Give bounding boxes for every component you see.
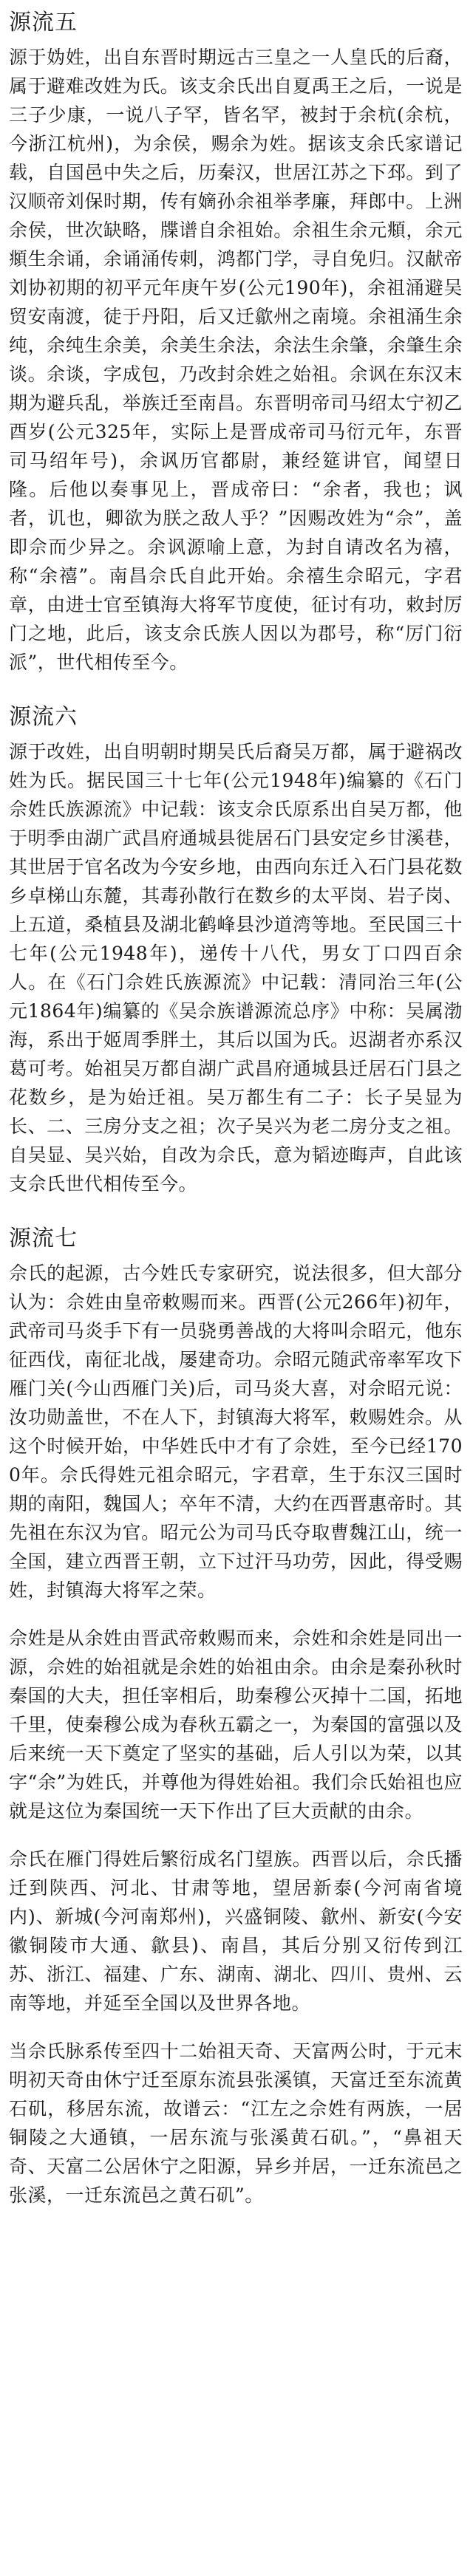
section-paragraph: 佘氏的起源，古今姓氏专家研究，说法很多，但大部分认为：佘姓由皇帝敕赐而来。西晋(公元266年)初年，武帝司马炎手下有一员骁勇善战的大将叫佘昭元，他东征西伐，南征北战，屡建奇功。佘昭元随武帝率军攻下雁门关(今山西雁门关)后，司马炎大喜，对佘昭元说：汝功勋盖世，不在人下，封镇海大将军，敕赐姓佘。从这个时候开始，中华姓氏中才有了佘姓，至今已经1700年。佘氏得姓元祖佘昭元，字君章，生于东汉三国时期的南阳，魏国人；卒年不清，大约在西晋惠帝时。其先祖在东汉为官。昭元公为司马氏夺取曹魏江山，统一全国，建立西晋王朝，立下过汗马功劳，因此，得受赐姓，封镇海大将军之荣。 — [9, 1263, 463, 1601]
section-paragraph: 源于妫姓，出自东晋时期远古三皇之一人皇氏的后裔，属于避难改姓为氏。该支余氏出自夏禹王之后，一说是三子少康，一说八子罕，皆名罕，被封于余杭(余杭，今浙江杭州)，为余侯，赐余为姓。据该支余氏家谱记载，自国邑中失之后，历秦汉，世居江苏之下邳。到了汉顺帝刘保时期，传有嫡孙余祖举孝廉，拜郎中。上洲余侯，世次缺略，牒谱自余祖始。余祖生余元頫，余元頫生余诵，余诵涌传刺，鸿都门学，寻自免归。汉献帝刘协初期的初平元年庚午岁(公元190年)，余祖涌避吴贸安南渡，徒于丹阳，后又迁歙州之南境。余祖涌生余纯，余纯生余美，余美生余法，余法生余肇，余肇生余谈。余谈，字成包，乃改封余姓之始祖。余讽在东汉末期为避兵乱，举族迁至南昌。东晋明帝司马绍太宁初乙酉岁(公元325年，实际上是晋成帝司马衍元年，东晋司马绍年号)，余讽历官都尉，兼经筵讲官，闻望日隆。后他以奏事见上，晋成帝曰：“余者，我也；讽者，讥也，卿欲为朕之敌人乎？”因赐改姓为“佘”，盖即佘而少异之。余讽源喻上意，为封自请改名为禧，称“余禧”。南昌佘氏自此开始。余禧生佘昭元，字君章，由进士官至镇海大将军节度使，征讨有功，敕封厉门之地，此后，该支佘氏族人因以为郡号，称“厉门衍派”，世代相传至今。 — [9, 47, 463, 673]
section-paragraph: 当佘氏脉系传至四十二始祖天奇、天富两公时，于元末明初天奇由休宁迁至原东流县张溪镇，天富迁至东流黄石矶，移居东流，故谱云：“江左之佘姓有两族，一居铜陵之大通镇，一居东流与张溪黄石矶。”，“鼻祖天奇、天富二公居休宁之阳源，异乡并居，一迁东流邑之张溪，一迁东流邑之黄石矶”。 — [9, 2040, 463, 2206]
section-origin-7 — [9, 1225, 463, 2210]
section-spacer — [9, 1198, 463, 1225]
section-paragraph: 佘姓是从余姓由晋武帝敕赐而来，佘姓和余姓是同出一源，佘姓的始祖就是余姓的始祖由余。由余是秦孙秋时秦国的大夫，担任宰相后，助秦穆公灭掉十二国，拓地千里，使秦穆公成为春秋五霸之一，为秦国的富强以及后来统一天下奠定了坚实的基础，后人引以为荣，以其字“余”为姓氏，并尊他为得姓始祖。我们佘氏始祖也应就是这位为秦国统一天下作出了巨大贡献的由余。 — [9, 1627, 463, 1822]
section-origin-6 — [9, 703, 463, 1198]
section-paragraph: 佘氏在雁门得姓后繁衍成名门望族。西晋以后，佘氏播迁到陕西、河北、甘肃等地，望居新泰(今河南省境内)、新城(今河南郑州)，兴盛铜陵、歙州、新安(今安徽铜陵市大通、歙县)、南昌，其后分别又衍传到江苏、浙江、福建、广东、湖南、湖北、四川、贵州、云南等地，并延至全国以及世界各地。 — [9, 1848, 463, 2014]
section-spacer — [9, 677, 463, 703]
paragraph-spacer — [9, 1605, 463, 1624]
section-origin-5 — [9, 9, 463, 677]
section-paragraph: 源于改姓，出自明朝时期吴氏后裔吴万都，属于避祸改姓为氏。据民国三十七年(公元1948年)编纂的《石门佘姓氏族源流》中记载：该支佘氏原系出自吴万都，他于明季由湖广武昌府通城县徙居石门县安定乡甘溪巷，其世居于官名改为今安乡地，由西向东迁入石门县花数乡卓梯山东麓，其毒孙散行在数乡的太平岗、岩子岗、上五道，桑植县及湖北鹤峰县沙道湾等地。至民国三十七年(公元1948年)，递传十八代，男女丁口四百余人。在《石门佘姓氏族源流》中记载：清同治三年(公元1864年)编纂的《吴佘族谱源流总序》中称：吴属渤海，系出于姬周季胖土，其后以国为氏。迟湖者亦系汉葛可考。始祖吴万都自湖广武昌府通城县迁居石门县之花数乡，是为始迁祖。吴万都生有二子：长子吴显为长、二、三房分支之祖；次子吴兴为老二房分支之祖。自吴显、吴兴始，自改为佘氏，意为韬迹晦声，自此该支佘氏世代相传至今。 — [9, 741, 463, 1195]
paragraph-spacer — [9, 1825, 463, 1845]
section-heading: 源流六 — [9, 704, 78, 730]
paragraph-spacer — [9, 2018, 463, 2037]
section-heading: 源流五 — [9, 10, 78, 35]
section-heading: 源流七 — [9, 1226, 78, 1251]
